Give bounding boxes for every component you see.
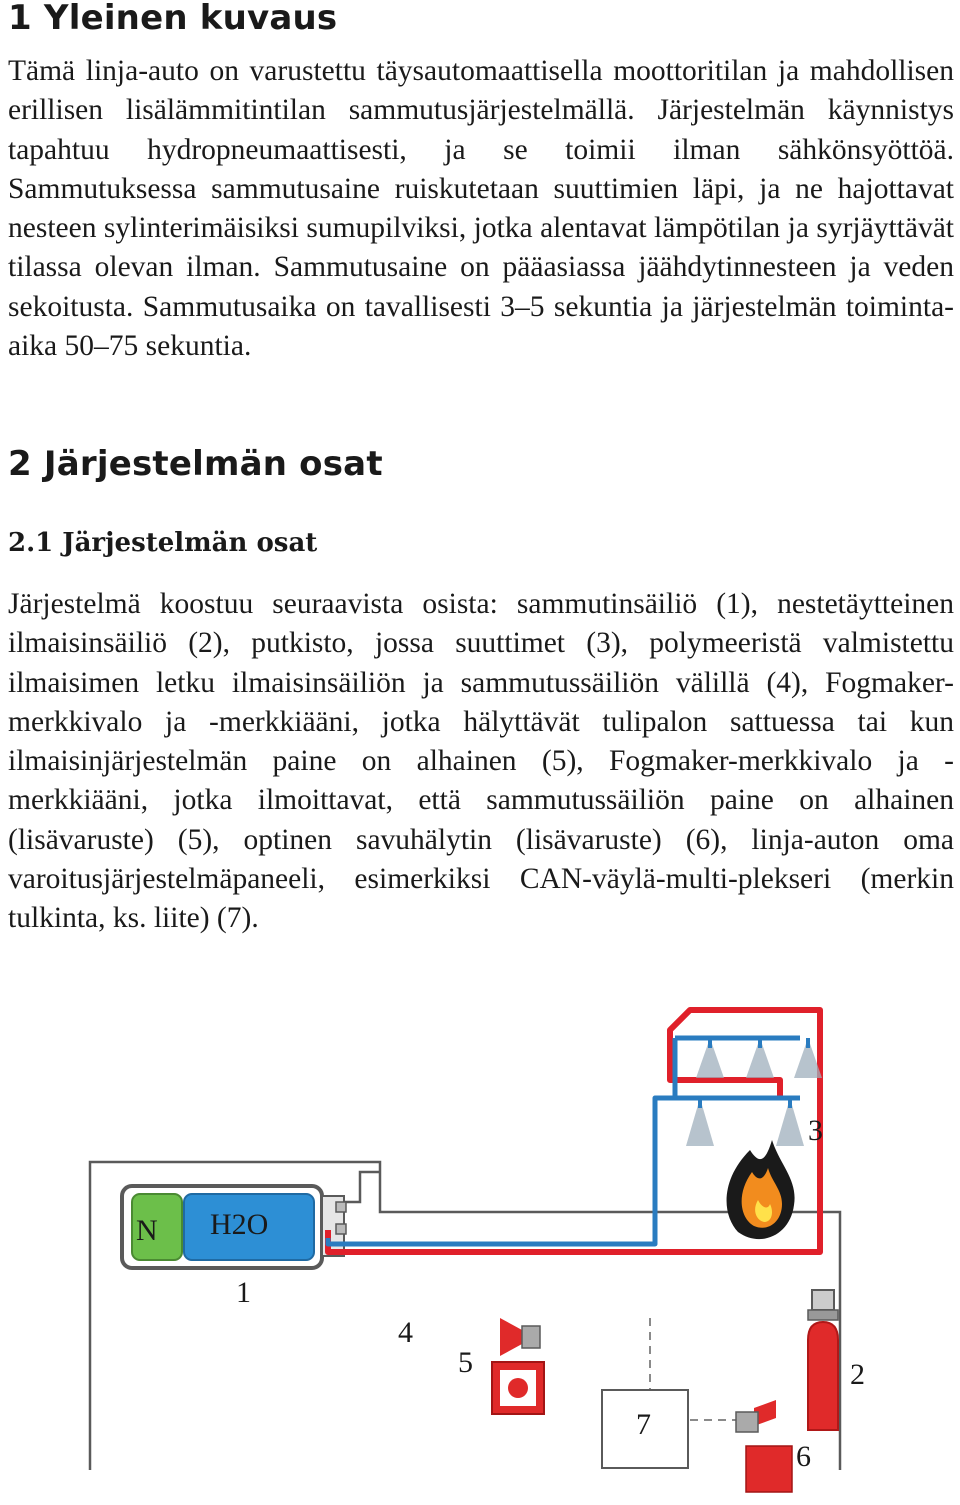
detection-cylinder xyxy=(808,1290,838,1430)
callout-2: 2 xyxy=(850,1358,865,1391)
nozzle-sprays xyxy=(686,1038,822,1146)
callout-3: 3 xyxy=(808,1114,823,1147)
callout-4: 4 xyxy=(398,1316,413,1349)
callout-6: 6 xyxy=(796,1440,811,1473)
fire-icon xyxy=(727,1140,795,1239)
general-description-paragraph: Tämä linja-auto on varustettu täysautomaattisella moottoritilan ja mahdollisen erillisen lisälämmitintilan sammutusjärjestelmällä. Järjestelmän käynnistys tapahtuu hydropneumaattisesti, ja se toimii ilman sähkönsyöttöä. Sammutuksessa sammutusaine ruiskutetaan suuttimien läpi, ja ne hajottavat nesteen sylinterimäisiksi sumupilviksi, jotka alentavat lämpötilan ja syrjäyttävät tilassa olevan ilman. Sammutusaine on pääasiassa jäähdytinnesteen ja veden sekoitusta. Sammutusaika on tavallisesti 3–5 sekuntia ja järjestelmän toiminta-aika 50–75 sekuntia. xyxy=(8,55,954,363)
water-label: H2O xyxy=(210,1208,269,1241)
section-heading-general-description: 1 Yleinen kuvaus xyxy=(8,0,338,38)
extinguisher-tank xyxy=(122,1186,346,1268)
fire-suppression-system-diagram xyxy=(60,1000,940,1500)
section-heading-system-parts: 2 Järjestelmän osat xyxy=(8,444,383,484)
callout-1: 1 xyxy=(236,1276,251,1309)
system-parts-paragraph: Järjestelmä koostuu seuraavista osista: sammutinsäiliö (1), nestetäytteinen ilmaisinsäiliö (2), putkisto, jossa suuttimet (3), polymeeristä valmistettu ilmaisimen letku ilmaisinsäiliön ja sammutussäiliön välillä (4), Fogmaker-merkkivalo ja -merkkiääni, jotka hälyttävät tulipalon sattuessa tai kun ilmaisinjärjestelmän paine on alhainen (5), Fogmaker-merkkivalo ja -merkkiääni, jotka ilmoittavat, että sammutussäiliön paine on alhainen (lisävaruste) (5), optinen savuhälytin (lisävaruste) (6), linja-auton oma varoitusjärjestelmäpaneeli, esimerkiksi CAN-väylä-multi-plekseri (merkin tulkinta, ks. liite) (7). xyxy=(8,588,954,935)
smoke-detector xyxy=(736,1400,792,1492)
callout-5: 5 xyxy=(458,1346,473,1379)
blue-pipe-main xyxy=(328,1098,800,1244)
subsection-heading-system-parts: 2.1 Järjestelmän osat xyxy=(8,528,318,558)
nitrogen-label: N xyxy=(136,1214,158,1247)
callout-7: 7 xyxy=(636,1408,651,1441)
alarm-light-sound xyxy=(492,1318,544,1414)
